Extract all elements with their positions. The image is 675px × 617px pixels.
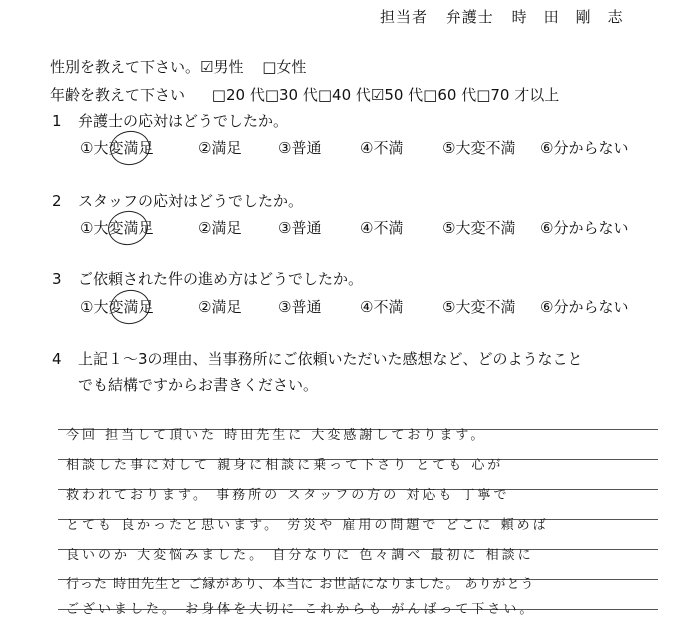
question-text: 弁護士の応対はどうでしたか。 bbox=[78, 112, 289, 130]
comment-line: ございました。 お身体を大切に これからも がんばって下さい。 bbox=[66, 602, 536, 617]
option-very-dissatisfied[interactable]: ⑤大変不満 bbox=[442, 139, 516, 157]
staff-role: 担当者 bbox=[380, 8, 429, 26]
staff-header bbox=[380, 6, 636, 27]
option-very-satisfied[interactable]: ①大変満足 bbox=[80, 219, 154, 237]
option-dont-know[interactable]: ⑥分からない bbox=[540, 298, 629, 316]
question-4 bbox=[52, 350, 583, 368]
comment-line: 良いのか 大変悩みました。 自分なりに 色々調べ 最初に 相談に bbox=[66, 548, 534, 563]
option-very-satisfied[interactable]: ①大変満足 bbox=[80, 139, 154, 157]
question-1 bbox=[52, 112, 288, 130]
age-options[interactable]: □20 代□30 代□40 代☑50 代□60 代□70 才以上 bbox=[211, 86, 560, 104]
comment-line: 相談した事に対して 親身に相談に乗って下さり とても 心が bbox=[66, 458, 504, 473]
gender-female-checkbox[interactable]: □女性 bbox=[262, 58, 307, 76]
comment-line: 今回 担当して頂いた 時田先生に 大変感謝しております。 bbox=[66, 428, 487, 443]
gender-male-checkbox[interactable]: ☑男性 bbox=[200, 58, 244, 76]
question-text: ご依頼された件の進め方はどうでしたか。 bbox=[78, 270, 364, 288]
question-4-continued: でも結構ですからお書きください。 bbox=[78, 376, 319, 394]
question-number: 2 bbox=[52, 192, 62, 210]
question-number: 1 bbox=[52, 112, 62, 130]
option-satisfied[interactable]: ②満足 bbox=[198, 139, 242, 157]
option-dissatisfied[interactable]: ④不満 bbox=[360, 298, 404, 316]
selection-circle-mark bbox=[106, 208, 150, 247]
option-very-dissatisfied[interactable]: ⑤大変不満 bbox=[442, 298, 516, 316]
option-satisfied[interactable]: ②満足 bbox=[198, 298, 242, 316]
gender-row bbox=[50, 58, 306, 76]
option-very-satisfied[interactable]: ①大変満足 bbox=[80, 298, 154, 316]
age-prompt: 年齢を教えて下さい bbox=[50, 86, 186, 104]
option-dissatisfied[interactable]: ④不満 bbox=[360, 139, 404, 157]
gender-prompt: 性別を教えて下さい。 bbox=[50, 58, 201, 76]
selection-circle-mark bbox=[108, 287, 152, 326]
comment-line: とても 良かったと思います。 労災や 雇用の問題で どこに 頼めば bbox=[66, 518, 549, 533]
comment-line: 行った 時田先生と ご縁があり、本当に お世話になりました。 ありがとう bbox=[66, 577, 535, 592]
option-dont-know[interactable]: ⑥分からない bbox=[540, 139, 629, 157]
selection-circle-mark bbox=[108, 128, 152, 167]
option-very-dissatisfied[interactable]: ⑤大変不満 bbox=[442, 219, 516, 237]
comment-line: 救われております。 事務所の スタッフの方の 対応も 丁寧で bbox=[66, 488, 510, 503]
staff-title: 弁護士 bbox=[445, 8, 494, 26]
question-number: 3 bbox=[52, 270, 62, 288]
question-text: 上記１～3の理由、当事務所にご依頼いただいた感想など、どのようなこと bbox=[78, 350, 583, 368]
option-satisfied[interactable]: ②満足 bbox=[198, 219, 242, 237]
question-text: スタッフの応対はどうでしたか。 bbox=[78, 192, 304, 210]
option-dissatisfied[interactable]: ④不満 bbox=[360, 219, 404, 237]
staff-name: 時 田 剛 志 bbox=[511, 8, 624, 26]
option-neutral[interactable]: ③普通 bbox=[278, 219, 322, 237]
question-3 bbox=[52, 270, 363, 288]
question-2 bbox=[52, 192, 303, 210]
age-row bbox=[50, 86, 559, 104]
option-dont-know[interactable]: ⑥分からない bbox=[540, 219, 629, 237]
option-neutral[interactable]: ③普通 bbox=[278, 298, 322, 316]
option-neutral[interactable]: ③普通 bbox=[278, 139, 322, 157]
question-number: 4 bbox=[52, 350, 62, 368]
